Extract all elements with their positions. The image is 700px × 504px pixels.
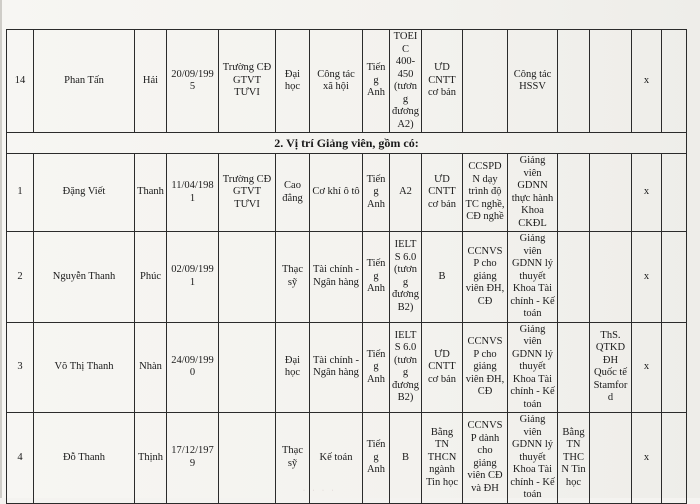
- cell-ten: Thanh: [135, 154, 167, 232]
- cell-trinh-do: Thạc sỹ: [276, 413, 310, 504]
- cell-khac: [590, 232, 632, 323]
- cell-ngay-sinh: 24/09/1990: [167, 322, 219, 413]
- cell-chuyen-nganh: Kế toán: [310, 413, 363, 504]
- cell-ten: Phúc: [135, 232, 167, 323]
- cell-chuyen-nganh: Công tác xã hội: [310, 30, 363, 133]
- cell-nghiep-vu: CCNVSP dành cho giảng viên CĐ và ĐH: [463, 413, 508, 504]
- cell-blank: [662, 232, 687, 323]
- cell-trinh-do: Thạc sỹ: [276, 232, 310, 323]
- cell-mark: x: [632, 413, 662, 504]
- table-row: [7, 30, 687, 133]
- cell-mark: x: [632, 322, 662, 413]
- cell-tin-hoc: Bằng TN THCN ngành Tin học: [422, 413, 463, 504]
- section-title: 2. Vị trí Giảng viên, gồm có:: [7, 133, 687, 154]
- cell-vi-tri: Giảng viên GDNN lý thuyết Khoa Tài chính - Kế toán: [508, 322, 558, 413]
- cell-ho-dem: Phan Tấn: [34, 30, 135, 133]
- cell-truong: [219, 413, 276, 504]
- cell-ten: Thịnh: [135, 413, 167, 504]
- cell-nghiep-vu: CCSPDN dạy trình độ TC nghề, CĐ nghề: [463, 154, 508, 232]
- cell-vi-tri: Giảng viên GDNN thực hành Khoa CKĐL: [508, 154, 558, 232]
- cell-tin-hoc: ƯD CNTT cơ bản: [422, 154, 463, 232]
- cell-ngay-sinh: 17/12/1979: [167, 413, 219, 504]
- cell-khac: [590, 154, 632, 232]
- cell-khac: ThS. QTKD ĐH Quốc tế Stamford: [590, 322, 632, 413]
- cell-blank: [662, 322, 687, 413]
- cell-ho-dem: Võ Thị Thanh: [34, 322, 135, 413]
- cell-chuyen-nganh: Cơ khí ô tô: [310, 154, 363, 232]
- cell-ho-dem: Đặng Viết: [34, 154, 135, 232]
- cell-trinh-do_nn: A2: [390, 154, 422, 232]
- cell-vi-tri: Giảng viên GDNN lý thuyết Khoa Tài chính - Kế toán: [508, 413, 558, 504]
- cell-mark: x: [632, 154, 662, 232]
- cell-stt: 3: [7, 322, 34, 413]
- cell-mark: x: [632, 232, 662, 323]
- cell-ghi-chu: [558, 30, 590, 133]
- cell-blank: [662, 413, 687, 504]
- cell-trinh-do: Đại học: [276, 30, 310, 133]
- cell-ghi-chu: Bằng TN THCN Tin học: [558, 413, 590, 504]
- scan-artifact: · · · ·: [303, 488, 337, 494]
- cell-chuyen-nganh: Tài chính - Ngân hàng: [310, 232, 363, 323]
- cell-trinh-do_nn: IELTS 6.0 (tương đương B2): [390, 322, 422, 413]
- staff-table: [6, 29, 687, 504]
- cell-ngoai-ngu: Tiếng Anh: [363, 154, 390, 232]
- cell-ngoai-ngu: Tiếng Anh: [363, 413, 390, 504]
- cell-mark: x: [632, 30, 662, 133]
- cell-tin-hoc: B: [422, 232, 463, 323]
- cell-truong: [219, 322, 276, 413]
- cell-ghi-chu: [558, 232, 590, 323]
- cell-khac: [590, 413, 632, 504]
- cell-stt: 4: [7, 413, 34, 504]
- cell-blank: [662, 154, 687, 232]
- cell-ghi-chu: [558, 154, 590, 232]
- cell-vi-tri: Công tác HSSV: [508, 30, 558, 133]
- table-row: [7, 413, 687, 504]
- cell-stt: 1: [7, 154, 34, 232]
- cell-ho-dem: Đỗ Thanh: [34, 413, 135, 504]
- cell-vi-tri: Giảng viên GDNN lý thuyết Khoa Tài chính - Kế toán: [508, 232, 558, 323]
- cell-tin-hoc: ƯD CNTT cơ bản: [422, 30, 463, 133]
- page-edge: [0, 0, 2, 498]
- cell-tin-hoc: ƯD CNTT cơ bản: [422, 322, 463, 413]
- cell-chuyen-nganh: Tài chính - Ngân hàng: [310, 322, 363, 413]
- cell-ghi-chu: [558, 322, 590, 413]
- cell-nghiep-vu: [463, 30, 508, 133]
- cell-ngay-sinh: 20/09/1995: [167, 30, 219, 133]
- cell-stt: 14: [7, 30, 34, 133]
- cell-truong: [219, 232, 276, 323]
- table-row: [7, 322, 687, 413]
- cell-ngay-sinh: 02/09/1991: [167, 232, 219, 323]
- cell-ten: Nhàn: [135, 322, 167, 413]
- cell-trinh-do_nn: TOEIC 400-450 (tương đương A2): [390, 30, 422, 133]
- cell-nghiep-vu: CCNVSP cho giảng viên ĐH, CĐ: [463, 232, 508, 323]
- cell-ho-dem: Nguyễn Thanh: [34, 232, 135, 323]
- section-header-row: [7, 133, 687, 154]
- cell-stt: 2: [7, 232, 34, 323]
- table-row: [7, 232, 687, 323]
- cell-truong: Trường CĐ GTVT TƯVI: [219, 154, 276, 232]
- cell-ngoai-ngu: Tiếng Anh: [363, 322, 390, 413]
- cell-trinh-do_nn: IELTS 6.0 (tương đương B2): [390, 232, 422, 323]
- cell-khac: [590, 30, 632, 133]
- cell-ngoai-ngu: Tiếng Anh: [363, 30, 390, 133]
- cell-blank: [662, 30, 687, 133]
- cell-truong: Trường CĐ GTVT TƯVI: [219, 30, 276, 133]
- cell-trinh-do: Cao đẳng: [276, 154, 310, 232]
- cell-ngay-sinh: 11/04/1981: [167, 154, 219, 232]
- cell-nghiep-vu: CCNVSP cho giảng viên ĐH, CĐ: [463, 322, 508, 413]
- cell-trinh-do_nn: B: [390, 413, 422, 504]
- table-row: [7, 154, 687, 232]
- cell-ten: Hải: [135, 30, 167, 133]
- cell-ngoai-ngu: Tiếng Anh: [363, 232, 390, 323]
- cell-trinh-do: Đại học: [276, 322, 310, 413]
